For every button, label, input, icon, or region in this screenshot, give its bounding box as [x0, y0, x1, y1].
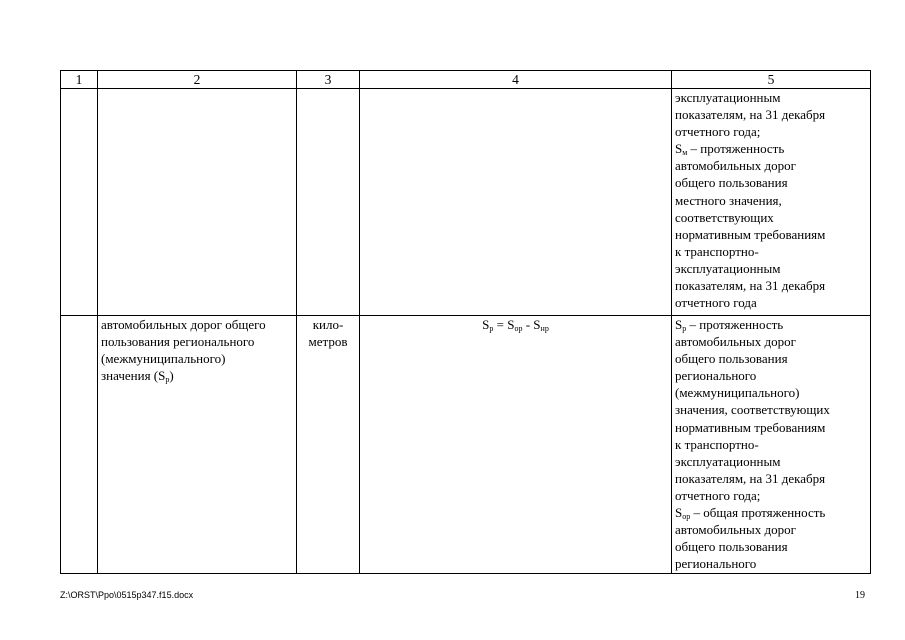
- header-cell-2: 2: [98, 71, 297, 89]
- header-cell-3: 3: [297, 71, 360, 89]
- header-cell-4: 4: [360, 71, 672, 89]
- table-row: [61, 89, 871, 316]
- table-row: [61, 316, 871, 574]
- data-table: [60, 70, 871, 574]
- row1-cell-4: [360, 89, 672, 316]
- row1-cell-1: [61, 89, 98, 316]
- row2-cell-3: кило- метров: [297, 316, 360, 574]
- header-cell-5: 5: [672, 71, 871, 89]
- row2-cell-1: [61, 316, 98, 574]
- header-cell-1: 1: [61, 71, 98, 89]
- table-header-row: [61, 71, 871, 89]
- footer-page-number: 19: [855, 590, 865, 601]
- row1-cell-5: эксплуатационным показателям, на 31 декабря отчетного года; $S_м$ – протяженность автомобильных дорог общего пользования местного значения, соответствующих нормативным требованиям к транспортно- эксплуатационным показателям, на 31 декабря отчетного года: [672, 89, 871, 316]
- row1-cell-3: [297, 89, 360, 316]
- row2-cell-5: $S_р$ – протяженность автомобильных дорог общего пользования регионального (межмуниципального) значения, соответствующих нормативным требованиям к транспортно- эксплуатационным показателям, на 31 декабря отчетного года; $S_{ор}$ – общая протяженность автомобильных дорог общего пользования регионального: [672, 316, 871, 574]
- row2-cell-2: автомобильных дорог общего пользования регионального (межмуниципального) значения $(S_р)$: [98, 316, 297, 574]
- row2-cell-4: $S_р = S_{ор} - S_{нр}$: [360, 316, 672, 574]
- footer-file-path: Z:\ORST\Ppo\0515p347.f15.docx: [60, 590, 194, 600]
- row1-cell-2: [98, 89, 297, 316]
